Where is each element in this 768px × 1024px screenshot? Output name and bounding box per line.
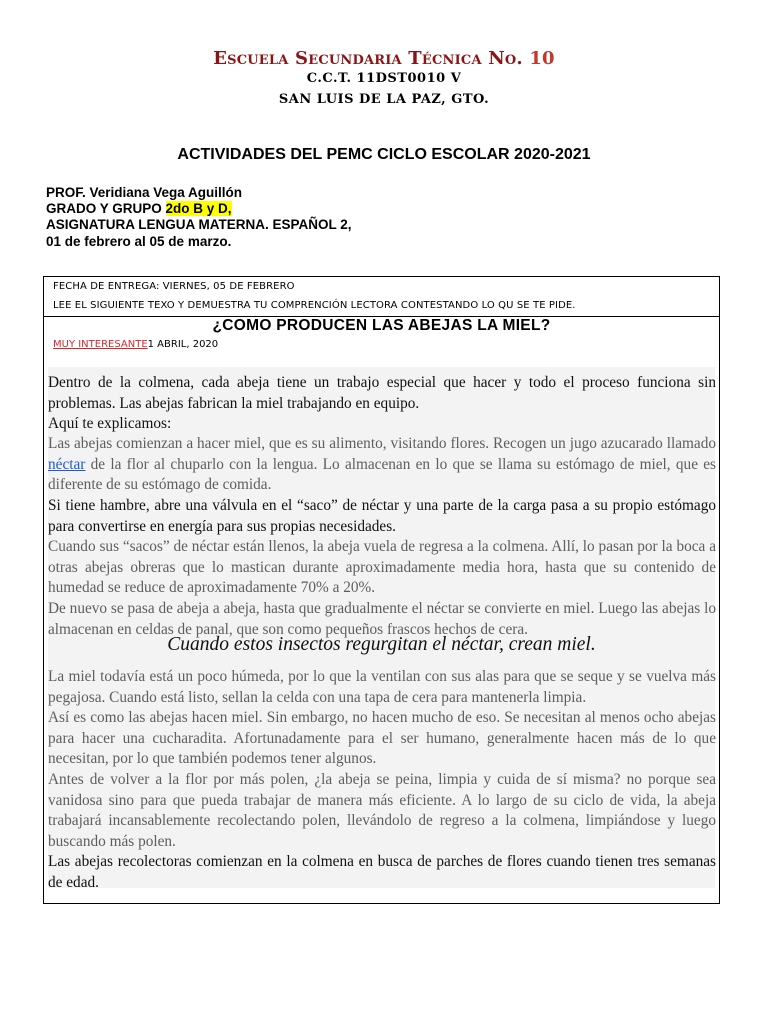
- subject: ASIGNATURA LENGUA MATERNA. ESPAÑOL 2,: [46, 217, 352, 232]
- school-number: 10: [529, 48, 555, 69]
- grade-group-value: 2do B y D,: [165, 201, 232, 216]
- paragraph-4: Si tiene hambre, abre una válvula en el “saco” de néctar y una parte de la carga pasa a su propio estómago para convertirse en energía para sus propias necesidades.: [48, 497, 716, 535]
- article-title: ¿COMO PRODUCEN LAS ABEJAS LA MIEL?: [212, 317, 551, 334]
- paragraph-2: Aquí te explicamos:: [48, 415, 172, 432]
- article-byline: [53, 339, 218, 350]
- document-title: ACTIVIDADES DEL PEMC CICLO ESCOLAR 2020-2021: [177, 146, 591, 163]
- paragraph-5: Cuando sus “sacos” de néctar están llenos, la abeja vuela de regresa a la colmena. Allí, lo pasan por la boca a otras abejas obreras que lo mastican durante aproximadamente media hora, hasta que su contenido de humedad se reduce de aproximadamente 70% a 20%.: [48, 538, 716, 596]
- grade-group: [46, 201, 232, 217]
- paragraph-3: [48, 434, 716, 496]
- activity-box: [43, 276, 720, 904]
- due-date: FECHA DE ENTREGA: VIERNES, 05 DE FEBRERO: [53, 281, 295, 292]
- paragraph-3-start: Las abejas comienzan a hacer miel, que es su alimento, visitando flores. Recogen un jugo azucarado llamado: [48, 435, 716, 452]
- instructions: LEE EL SIGUIENTE TEXO Y DEMUESTRA TU COMPRENCIÓN LECTORA CONTESTANDO LO QU SE TE PIDE.: [53, 300, 576, 311]
- paragraph-7: La miel todavía está un poco húmeda, por lo que la ventilan con sus alas para que se seque y se vuelva más pegajosa. Cuando está listo, sellan la celda con una tapa de cera para mantenerla limpia.: [48, 668, 716, 706]
- instructions-row: [44, 277, 719, 317]
- paragraph-10: Las abejas recolectoras comienzan en la colmena en busca de parches de flores cuando tienen tres semanas de edad.: [48, 853, 716, 891]
- paragraph-1: Dentro de la colmena, cada abeja tiene un trabajo especial que hacer y todo el proceso funciona sin problemas. Las abejas fabrican la miel trabajando en equipo.: [48, 374, 716, 412]
- school-name-text: Escuela Secundaria Técnica No.: [213, 48, 523, 69]
- article-date: 1 ABRIL, 2020: [147, 339, 219, 350]
- nectar-link[interactable]: néctar: [48, 455, 86, 473]
- pull-quote: Cuando estos insectos regurgitan el néctar, crean miel.: [167, 634, 596, 655]
- paragraph-3-end: de la flor al chuparlo con la lengua. Lo almacenan en lo que se llama su estómago de miel, que es diferente de su estómago de comida.: [48, 455, 716, 493]
- date-range: 01 de febrero al 05 de marzo.: [46, 234, 232, 249]
- school-city: SAN LUIS DE LA PAZ, GTO.: [278, 92, 490, 107]
- paragraph-8: Así es como las abejas hacen miel. Sin embargo, no hacen mucho de eso. Se necesitan al menos ocho abejas para hacer una cucharadita. Afortunadamente para el ser humano, generalmente hacen más de lo que necesitan, por lo que también podemos tener algunos.: [48, 709, 716, 767]
- school-name: [0, 48, 768, 69]
- teacher-name: PROF. Veridiana Vega Aguillón: [46, 185, 243, 200]
- paragraph-6: De nuevo se pasa de abeja a abeja, hasta que gradualmente el néctar se convierte en miel. Luego las abejas lo almacenan en celdas de panal, que son como pequeños frascos hechos de cera.: [48, 600, 716, 638]
- source-link[interactable]: MUY INTERESANTE: [53, 339, 148, 350]
- grade-group-label: GRADO Y GRUPO: [46, 201, 166, 216]
- school-cct: C.C.T. 11DST0010 V: [306, 71, 462, 86]
- paragraph-9: Antes de volver a la flor por más polen, ¿la abeja se peina, limpia y cuida de sí misma? no porque sea vanidosa sino para que pueda trabajar de manera más eficiente. A lo largo de su ciclo de vida, la abeja trabajará incansablemente recolectando polen, llevándolo de regreso a la colmena, limpiándose y luego buscando más polen.: [48, 771, 716, 850]
